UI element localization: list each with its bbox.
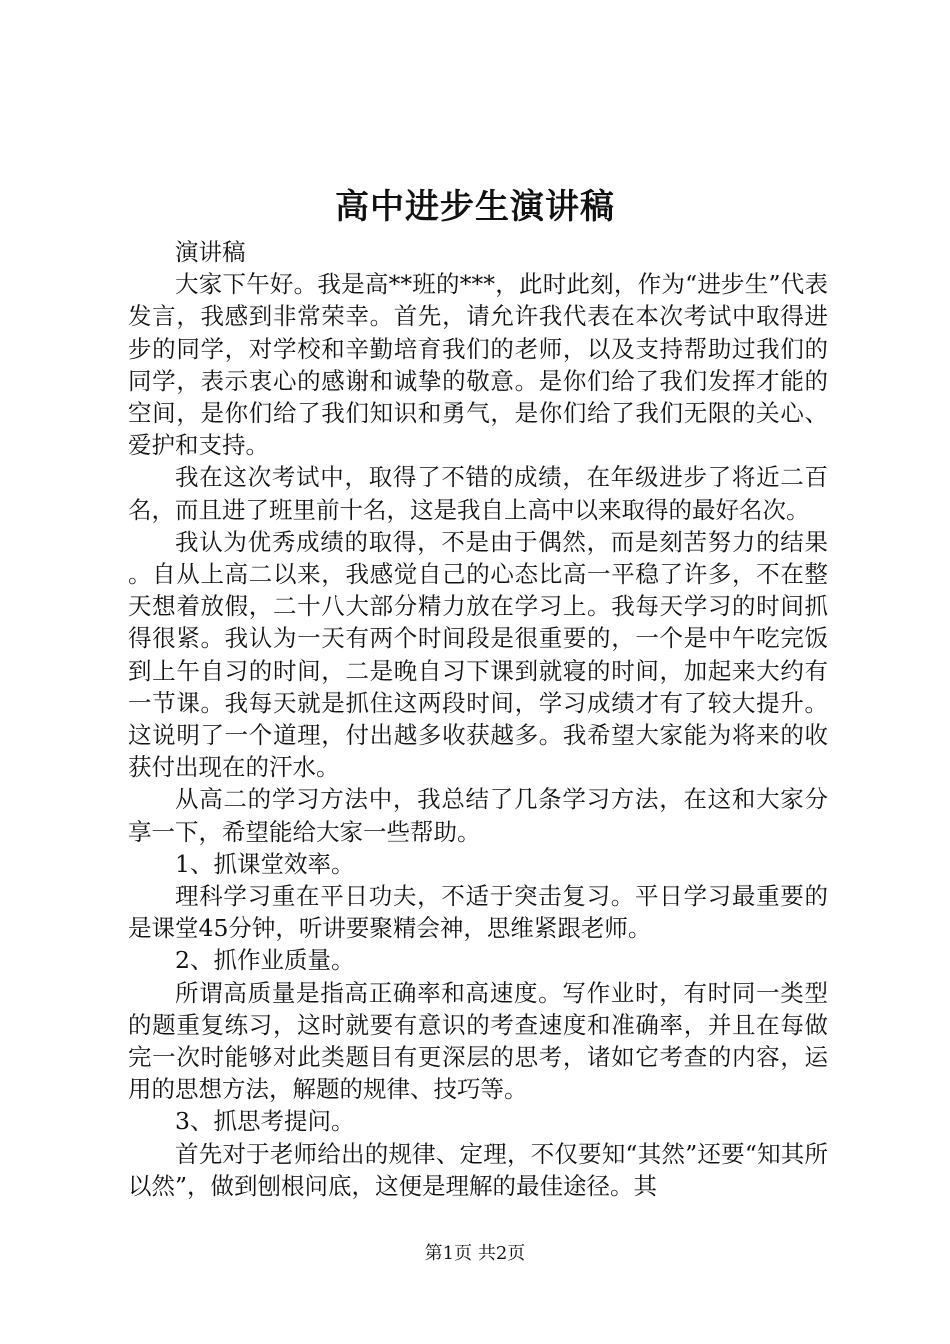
paragraph-heading: 演讲稿 (175, 238, 246, 266)
method-heading-2: 2、抓作业质量。 (175, 946, 355, 975)
paragraph-methods-intro: 从高二的学习方法中，我总结了几条学习方法，在这和大家分享一下，希望能给大家一些帮助。 (128, 785, 828, 846)
method-body-2: 所谓高质量是指高正确率和高速度。写作业时，有时同一类型的题重复练习，这时就要有意识的考查速度和准确率，并且在每做完一次时能够对此类题目有更深层的思考，诸如它考查的内容，运用的思想方法，解题的规律、技巧等。 (128, 978, 828, 1104)
paragraph-reason: 我认为优秀成绩的取得，不是由于偶然，而是刻苦努力的结果。自从上高二以来，我感觉自己的心态比高一平稳了许多，不在整天想着放假，二十八大部分精力放在学习上。我每天学习的时间抓得很紧。我认为一天有两个时间段是很重要的，一个是中午吃完饭到上午自习的时间，二是晚自习下课到就寝的时间，加起来大约有一节课。我每天就是抓住这两段时间，学习成绩才有了较大提升。这说明了一个道理，付出越多收获越多。我希望大家能为将来的收获付出现在的汗水。 (128, 527, 828, 782)
document-title: 高中进步生演讲稿 (335, 187, 615, 227)
paragraph-achievement: 我在这次考试中，取得了不错的成绩，在年级进步了将近二百名，而且进了班里前十名，这是我自上高中以来取得的最好名次。 (128, 463, 828, 524)
paragraph-greeting: 大家下午好。我是高**班的***，此时此刻，作为“进步生”代表发言，我感到非常荣幸。首先，请允许我代表在本次考试中取得进步的同学，对学校和辛勤培育我们的老师，以及支持帮助过我们的同学，表示衷心的感谢和诚挚的敬意。是你们给了我们发挥才能的空间，是你们给了我们知识和勇气，是你们给了我们无限的关心、爱护和支持。 (128, 270, 828, 460)
method-heading-1: 1、抓课堂效率。 (175, 849, 355, 878)
method-body-1: 理科学习重在平日功夫，不适于突击复习。平日学习最重要的是课堂45分钟，听讲要聚精会神，思维紧跟老师。 (128, 882, 828, 943)
document-body (128, 236, 828, 1202)
method-heading-3: 3、抓思考提问。 (175, 1107, 355, 1136)
method-body-3: 首先对于老师给出的规律、定理，不仅要知“其然”还要“知其所以然”，做到刨根问底，这便是理解的最佳途径。其 (128, 1139, 828, 1200)
page-footer: 第1页 共2页 (424, 1243, 526, 1264)
